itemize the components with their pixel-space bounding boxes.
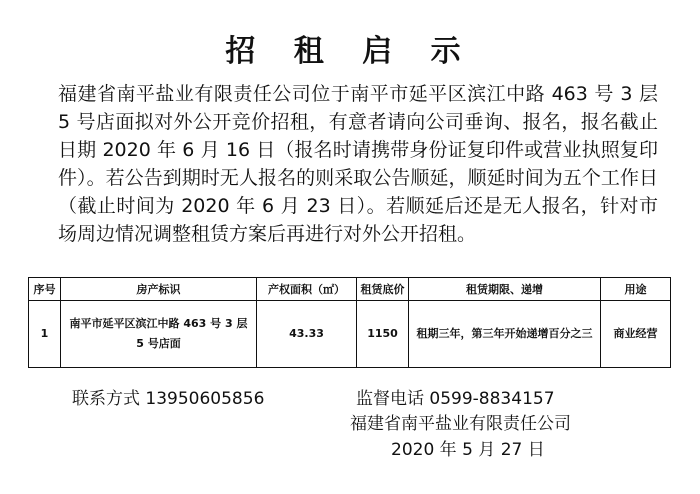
col-header-index: 序号 (29, 278, 61, 301)
cell-area: 43.33 (257, 301, 357, 368)
cell-usage: 商业经营 (601, 301, 671, 368)
signature-date: 2020 年 5 月 27 日 (391, 440, 545, 460)
col-header-area: 产权面积（㎡） (257, 278, 357, 301)
col-header-property: 房产标识 (61, 278, 257, 301)
col-header-base-price: 租赁底价 (357, 278, 409, 301)
contact-row (0, 384, 700, 410)
supervision-phone: 监督电话 0599-8834157 (356, 389, 555, 409)
col-header-term: 租赁期限、递增 (409, 278, 601, 301)
table-header-row (29, 278, 671, 301)
cell-index: 1 (29, 301, 61, 368)
table-row (29, 301, 671, 368)
signature-company: 福建省南平盐业有限责任公司 (350, 414, 571, 434)
page-title: 招 租 启 示 (225, 34, 475, 69)
cell-term: 租期三年，第三年开始递增百分之三 (409, 301, 601, 368)
cell-property: 南平市延平区滨江中路 463 号 3 层 5 号店面 (61, 301, 257, 368)
cell-base-price: 1150 (357, 301, 409, 368)
col-header-usage: 用途 (601, 278, 671, 301)
property-table (28, 277, 671, 368)
contact-phone: 联系方式 13950605856 (72, 389, 265, 409)
notice-body: 福建省南平盐业有限责任公司位于南平市延平区滨江中路 463 号 3 层 5 号店面拟对外公开竞价招租，有意者请向公司垂询、报名，报名截止日期 2020 年 6 月 16 日（报名时请携带身份证复印件或营业执照复印件）。若公告到期时无人报名的则采取公告顺延，顺延时间为五个工作日（截止时间为 2020 年 6 月 23 日）。若顺延后还是无人报名，针对市场周边情况调整租赁方案后再进行对外公开招租。 (58, 83, 658, 245)
